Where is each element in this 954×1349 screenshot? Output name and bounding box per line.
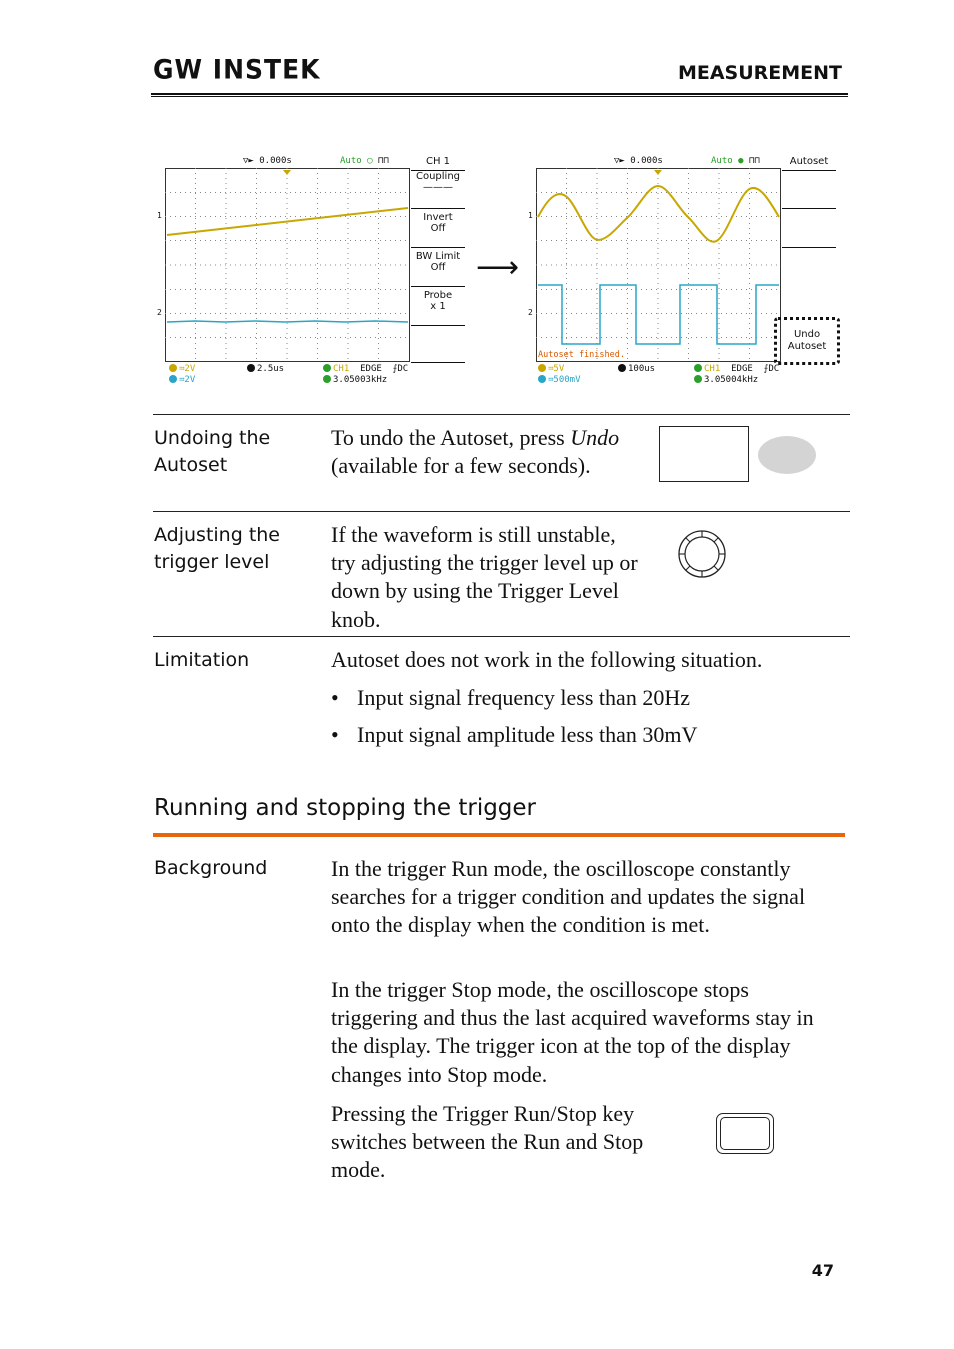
menu-title: Autoset (789, 156, 829, 167)
section-header: MEASUREMENT (677, 62, 842, 84)
trigger-position: ▽► 0.000s (614, 156, 663, 166)
ch1-scale-readout: ≕5V (538, 364, 564, 374)
row-text-limitation: Autoset does not work in the following situation. (331, 647, 763, 672)
ch2-marker: 2 (528, 308, 533, 317)
softkey-button-icon (758, 436, 816, 474)
ch1-marker: 1 (157, 211, 162, 220)
brand-logo: GW INSTEK (153, 54, 321, 85)
ch1-marker: 1 (528, 211, 533, 220)
list-item: • Input signal amplitude less than 30mV (331, 722, 698, 747)
list-item: • Input signal frequency less than 20Hz (331, 685, 690, 710)
trigger-mode: Auto ◯ ⊓⊓ (340, 156, 389, 166)
trigger-position: ▽► 0.000s (243, 156, 292, 166)
undo-softkey-graphic (659, 426, 749, 482)
waveform-grid-after (536, 168, 781, 363)
row-text-undo: To undo the Autoset, press Undo (available for a few seconds). (331, 425, 620, 479)
trigger-readout: CH1 EDGE ⨍DC (323, 364, 408, 374)
menu-slot-1[interactable] (782, 170, 836, 208)
section-rule (153, 833, 845, 837)
trigger-readout: CH1 EDGE ⨍DC (694, 364, 779, 374)
frequency-readout: 3.05004kHz (694, 375, 758, 385)
row-label-limitation: Limitation (154, 649, 250, 671)
ch2-scale-readout: ≕500mV (538, 375, 581, 385)
undo-autoset-menu-button[interactable]: Undo Autoset (774, 317, 840, 365)
paragraph-stop-mode: In the trigger Stop mode, the oscilloscope stops triggering and thus the last acquired waveforms stay in the display. The trigger icon at the top of the display changes into Stop mode. (331, 977, 814, 1087)
menu-title: CH 1 (425, 156, 451, 167)
arrow-icon: ⟶ (476, 250, 520, 285)
paragraph-run-mode: In the trigger Run mode, the oscilloscope constantly searches for a trigger condition and updates the signal onto the display when the condition is met. (331, 856, 806, 938)
row-text-trigger-level: If the waveform is still unstable, try adjusting the trigger level up or down by using the Trigger Level knob. (331, 522, 638, 632)
frequency-readout: 3.05003kHz (323, 375, 387, 385)
menu-slot-2[interactable] (782, 208, 836, 247)
row-label-undo: Undoing the Autoset (154, 427, 271, 476)
section-title: Running and stopping the trigger (154, 795, 537, 821)
trigger-time: 0.000s (630, 156, 663, 166)
trigger-mode: Auto ● ⊓⊓ (711, 156, 760, 166)
menu-invert[interactable]: Invert Off (411, 208, 465, 247)
row-label-trigger-level: Adjusting the trigger level (154, 524, 280, 573)
page-number: 47 (811, 1261, 834, 1280)
menu-bw-limit[interactable]: BW Limit Off (411, 247, 465, 286)
menu-probe[interactable]: Probe x 1 (411, 286, 465, 325)
run-stop-key-icon (716, 1113, 774, 1154)
table-rule (153, 511, 850, 512)
header-rule (151, 93, 848, 97)
menu-coupling[interactable]: Coupling ——— (411, 170, 465, 208)
timebase-readout: 100us (618, 364, 655, 374)
waveform-grid-before (165, 168, 410, 363)
ch2-scale-readout: ≕2V (169, 375, 195, 385)
autoset-status: Autoset finished. (538, 350, 625, 360)
menu-slot-3[interactable] (782, 247, 836, 286)
table-rule (153, 636, 850, 637)
ch1-scale-readout: ≕2V (169, 364, 195, 374)
table-rule (153, 414, 850, 415)
scope-screen-after (526, 150, 846, 390)
trigger-time: 0.000s (259, 156, 292, 166)
paragraph-run-stop-key: Pressing the Trigger Run/Stop key switches between the Run and Stop mode. (331, 1101, 644, 1183)
ch2-marker: 2 (157, 308, 162, 317)
row-label-background: Background (154, 857, 268, 879)
trigger-level-knob-icon (676, 528, 728, 580)
menu-empty[interactable] (411, 325, 465, 363)
timebase-readout: 2.5us (247, 364, 284, 374)
scope-screen-before (155, 150, 470, 390)
